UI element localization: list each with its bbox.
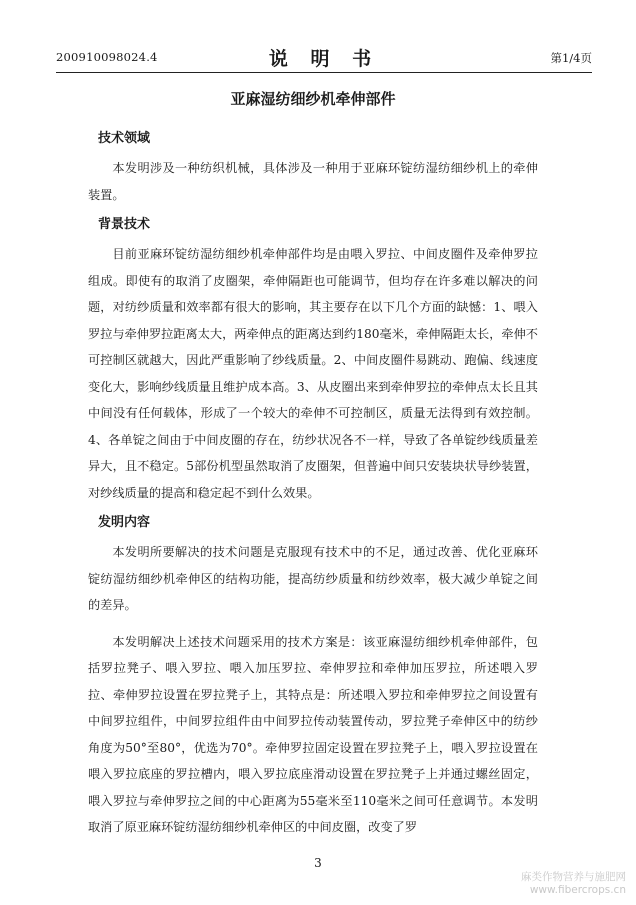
section-summary bbox=[88, 512, 538, 841]
invention-title: 亚麻湿纺细纱机牵伸部件 bbox=[230, 90, 396, 108]
section-heading: 背景技术 bbox=[98, 217, 151, 232]
section-background bbox=[88, 214, 538, 506]
header-rule bbox=[56, 72, 592, 73]
paragraph: 本发明涉及一种纺织机械，具体涉及一种用于亚麻环锭纺湿纺细纱机上的牵伸装置。 bbox=[88, 161, 538, 202]
page-number: 3 bbox=[314, 856, 322, 870]
section-heading: 技术领域 bbox=[98, 131, 151, 146]
document-type: 说 明 书 bbox=[268, 48, 380, 70]
paragraph: 目前亚麻环锭纺湿纺细纱机牵伸部件均是由喂入罗拉、中间皮圈件及牵伸罗拉组成。即使有的取消了皮圈架，牵伸隔距也可能调节，但均存在许多难以解决的问题，对纺纱质量和效率都有很大的影响，其主要存在以下几个方面的缺憾：1、喂入罗拉与牵伸罗拉距离太大，两牵伸点的距离达到约180毫米，牵伸隔距太长，牵伸不可控制区就越大，因此严重影响了纱线质量。2、中间皮圈件易跳动、跑偏、线速度变化大，影响纱线质量且维护成本高。3、从皮圈出来到牵伸罗拉的牵伸点太长且其中间没有任何载体，形成了一个较大的牵伸不可控制区，质量无法得到有效控制。4、各单锭之间由于中间皮圈的存在，纺纱状况各不一样，导致了各单锭纱线质量差异大，且不稳定。5部份机型虽然取消了皮圈架，但普遍中间只安装块状导纱装置，对纱线质量的提高和稳定起不到什么效果。 bbox=[88, 247, 538, 500]
watermark-line: 麻类作物营养与施肥网 bbox=[521, 871, 626, 883]
paragraph: 本发明解决上述技术问题采用的技术方案是：该亚麻湿纺细纱机牵伸部件，包括罗拉凳子、喂入罗拉、喂入加压罗拉、牵伸罗拉和牵伸加压罗拉，所述喂入罗拉、牵伸罗拉设置在罗拉凳子上，其特点是：所述喂入罗拉和牵伸罗拉之间设置有中间罗拉组件，中间罗拉组件由中间罗拉传动装置传动，罗拉凳子牵伸区中的纺纱角度为50°至80°，优选为70°。牵伸罗拉固定设置在罗拉凳子上，喂入罗拉设置在喂入罗拉底座的罗拉槽内，喂入罗拉底座滑动设置在罗拉凳子上并通过螺丝固定，喂入罗拉与牵伸罗拉之间的中心距离为55毫米至110毫米之间可任意调节。本发明取消了原亚麻环锭纺湿纺细纱机牵伸区的中间皮圈，改变了罗 bbox=[88, 634, 538, 834]
section-heading: 发明内容 bbox=[98, 515, 151, 530]
watermark bbox=[521, 871, 626, 897]
section-technical-field bbox=[88, 128, 538, 208]
paragraph: 本发明所要解决的技术问题是克服现有技术中的不足，通过改善、优化亚麻环锭纺湿纺细纱机牵伸区的结构功能，提高纺纱质量和纺纱效率，极大减少单锭之间的差异。 bbox=[88, 545, 538, 612]
document-body bbox=[88, 88, 538, 851]
page-header bbox=[56, 44, 592, 70]
page-label: 第1/4页 bbox=[550, 51, 592, 65]
watermark-url: www.fibercrops.cn bbox=[529, 884, 626, 896]
application-number: 200910098024.4 bbox=[56, 50, 158, 64]
